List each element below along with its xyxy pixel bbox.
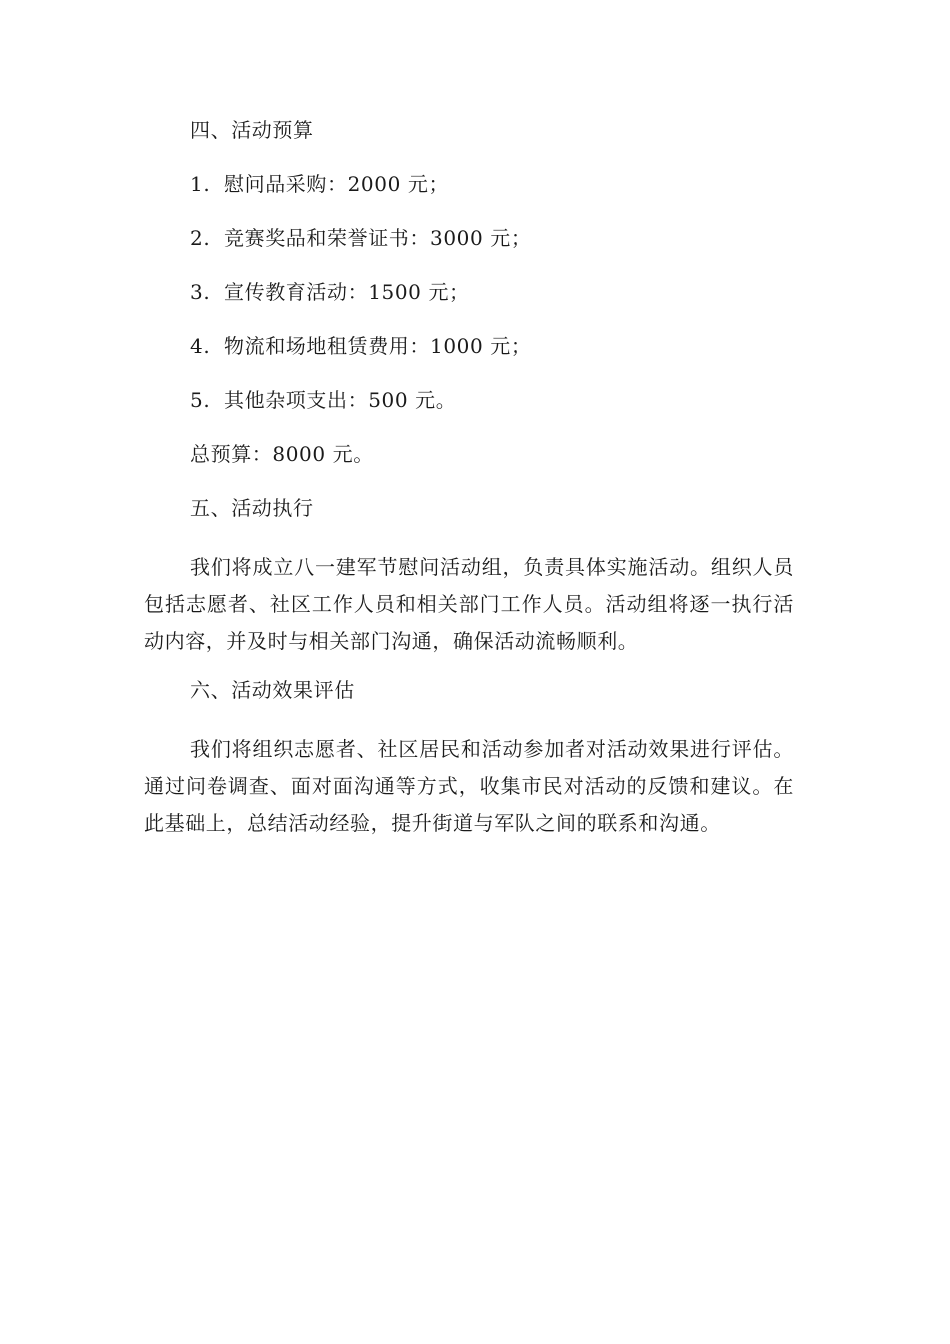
section-heading-execution: 五、活动执行 xyxy=(190,496,314,520)
budget-item-number: 1. xyxy=(190,172,211,196)
budget-item xyxy=(144,326,794,380)
budget-item-text: 宣传教育活动：1500 元； xyxy=(224,280,470,304)
budget-item xyxy=(144,218,794,272)
document-body xyxy=(144,110,794,842)
budget-item-number: 5. xyxy=(190,388,211,412)
budget-item-text: 竞赛奖品和荣誉证书：3000 元； xyxy=(224,226,532,250)
budget-item-text: 其他杂项支出：500 元。 xyxy=(224,388,457,412)
section-heading-evaluation: 六、活动效果评估 xyxy=(190,678,355,702)
budget-item xyxy=(144,272,794,326)
budget-item-text: 物流和场地租赁费用：1000 元； xyxy=(224,334,532,358)
budget-item xyxy=(144,164,794,218)
budget-item-number: 4. xyxy=(190,334,211,358)
budget-item-number: 2. xyxy=(190,226,211,250)
evaluation-paragraph: 我们将组织志愿者、社区居民和活动参加者对活动效果进行评估。通过问卷调查、面对面沟通等方式，收集市民对活动的反馈和建议。在此基础上，总结活动经验，提升街道与军队之间的联系和沟通。 xyxy=(144,737,794,835)
budget-item-text: 慰问品采购：2000 元； xyxy=(224,172,450,196)
budget-item-number: 3. xyxy=(190,280,211,304)
budget-item xyxy=(144,380,794,434)
budget-total: 总预算：8000 元。 xyxy=(190,442,374,466)
section-heading-budget: 四、活动预算 xyxy=(190,118,314,142)
execution-paragraph: 我们将成立八一建军节慰问活动组，负责具体实施活动。组织人员包括志愿者、社区工作人员和相关部门工作人员。活动组将逐一执行活动内容，并及时与相关部门沟通，确保活动流畅顺利。 xyxy=(144,555,794,653)
